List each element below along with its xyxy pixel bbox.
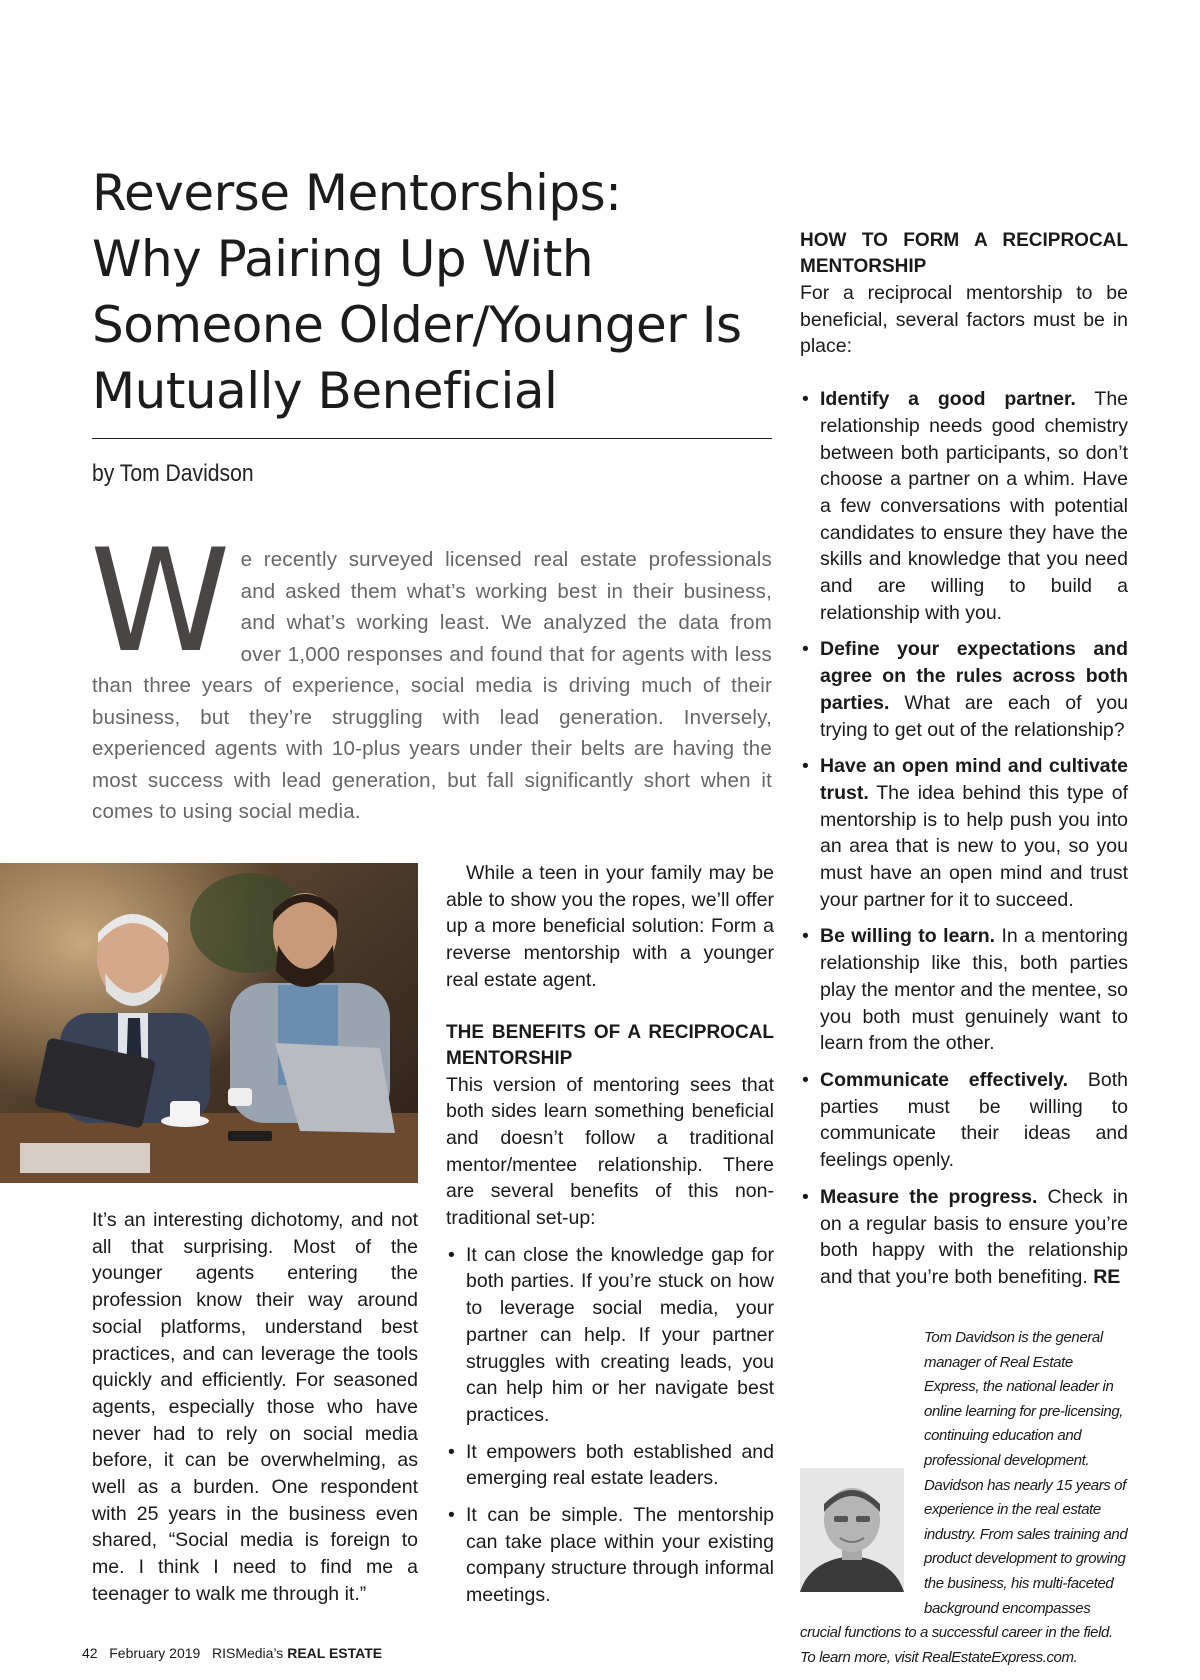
brand-name: REAL ESTATE (287, 1645, 383, 1661)
title-line-3: Someone Older/Younger Is (92, 296, 742, 354)
steps-list (800, 386, 1128, 1291)
author-bio (800, 1326, 1130, 1670)
end-mark: RE (1093, 1265, 1121, 1288)
title-line-1: Reverse Mentorships: (92, 164, 622, 222)
list-item (800, 923, 1128, 1057)
lead-text: e recently surveyed licensed real estate professionals and asked them what’s working best in their business, and what’s working least. We analyzed the data from over 1,000 responses and found that for agents with less than three years of experience, social media is driving much of their business, but they’re struggling with lead generation. Inversely, experienced agents with 10-plus years under their belts are having the most success with lead generation, but fall significantly short when it comes to using social media. (92, 548, 772, 823)
title-line-2: Why Pairing Up With (92, 230, 594, 288)
two-businessmen-with-tablet-icon (0, 863, 418, 1183)
list-item-text: What are each of you trying to get out of the relationship? (820, 691, 1128, 741)
list-item-lead: Be willing to learn. (820, 925, 996, 948)
article-title (92, 160, 772, 424)
title-line-4: Mutually Beneficial (92, 362, 558, 420)
body-paragraph: For a reciprocal mentorship to be beneficial, several factors must be in place: (800, 282, 1128, 358)
publication-name: RISMedia’s (211, 1645, 284, 1661)
column-3 (800, 228, 1128, 1301)
list-item-text: The relationship needs good chemistry between both participants, so don’t choose a partner on a whim. Have a few conversations with potential candidates to ensure they have the skills and knowledge that you need and are willing to build a relationship with you. (820, 388, 1129, 624)
body-paragraph: It’s an interesting dichotomy, and not all that surprising. Most of the younger agents entering the profession know their way around social platforms, understand best practices, and can leverage the tools quickly and efficiently. For seasoned agents, especially those who have never had to rely on social media before, it can be overwhelming, as well as a burden. One respondent with 25 years in the business even shared, “Social media is foreign to me. I think I need to find me a teenager to walk me through it.” (92, 1209, 418, 1605)
list-item-text: In a mentoring relationship like this, both parties play the mentor and the mentee, so you both must genuinely want to learn from the other. (820, 925, 1128, 1055)
list-item-text: The idea behind this type of mentorship is to help push you into an area that is new to you, so you must have an open mind and trust your partner for it to succeed. (820, 781, 1128, 911)
list-item: • It can close the knowledge gap for both parties. If you’re stuck on how to leverage social media, your partner can help. If your partner struggles with creating leads, you can help him or her navigate best practices. (446, 1242, 774, 1429)
list-item-text: Both parties must be willing to communicate their ideas and feelings openly. (820, 1068, 1128, 1172)
page-number: 42 (82, 1645, 98, 1661)
page-footer (82, 1645, 382, 1661)
column-2 (446, 860, 774, 1619)
list-item: • It can be simple. The mentorship can take place within your existing company structure through informal meetings. (446, 1502, 774, 1609)
list-item (800, 1067, 1128, 1174)
body-paragraph: While a teen in your family may be able to show you the ropes, we’ll offer up a more beneficial solution: Form a reverse mentorship with a younger real estate agent. (446, 862, 774, 991)
column-1 (92, 1207, 418, 1608)
list-item (800, 636, 1128, 743)
list-item (800, 386, 1128, 626)
list-item (800, 753, 1128, 913)
article-photo (0, 863, 418, 1183)
list-item-text: Check in on a regular basis to ensure you’re both happy with the relationship and that you’re both benefiting. (820, 1185, 1128, 1288)
issue-date: February 2019 (109, 1645, 201, 1661)
bio-text: Tom Davidson is the general manager of Real Estate Express, the national leader in online learning for pre-licensing, continuing education and professional development. Davidson has nearly 15 years of experience in the real estate industry. From sales training and product development to growing the business, his multi-faceted background encompasses crucial functions to a successful career in the field. To learn more, visit RealEstateExpress.com. (800, 1329, 1128, 1666)
list-item: • It empowers both established and emerging real estate leaders. (446, 1439, 774, 1492)
body-paragraph: This version of mentoring sees that both sides learn something beneficial and doesn’t follow a traditional mentor/mentee relationship. There are several benefits of this non-traditional set-up: (446, 1073, 774, 1230)
title-divider (92, 438, 772, 439)
list-item-lead: Define your expectations and agree on the rules across both parties. (820, 638, 1128, 714)
list-item-lead: Have an open mind and cultivate trust. (820, 755, 1128, 804)
drop-cap: W (90, 519, 231, 684)
section-heading: HOW TO FORM A RECIPROCAL MENTORSHIP (800, 230, 1128, 277)
list-item-lead: Communicate effectively. (820, 1068, 1069, 1091)
list-item-lead: Identify a good partner. (820, 388, 1076, 411)
benefits-list (446, 1242, 774, 1609)
list-item (800, 1184, 1128, 1291)
headshot-spacer (800, 1449, 924, 1599)
list-item-lead: Measure the progress. (820, 1185, 1038, 1208)
section-heading: THE BENEFITS OF A RECIPROCAL MENTORSHIP (446, 1021, 774, 1069)
byline: by Tom Davidson (92, 460, 254, 487)
lead-paragraph (90, 519, 772, 828)
